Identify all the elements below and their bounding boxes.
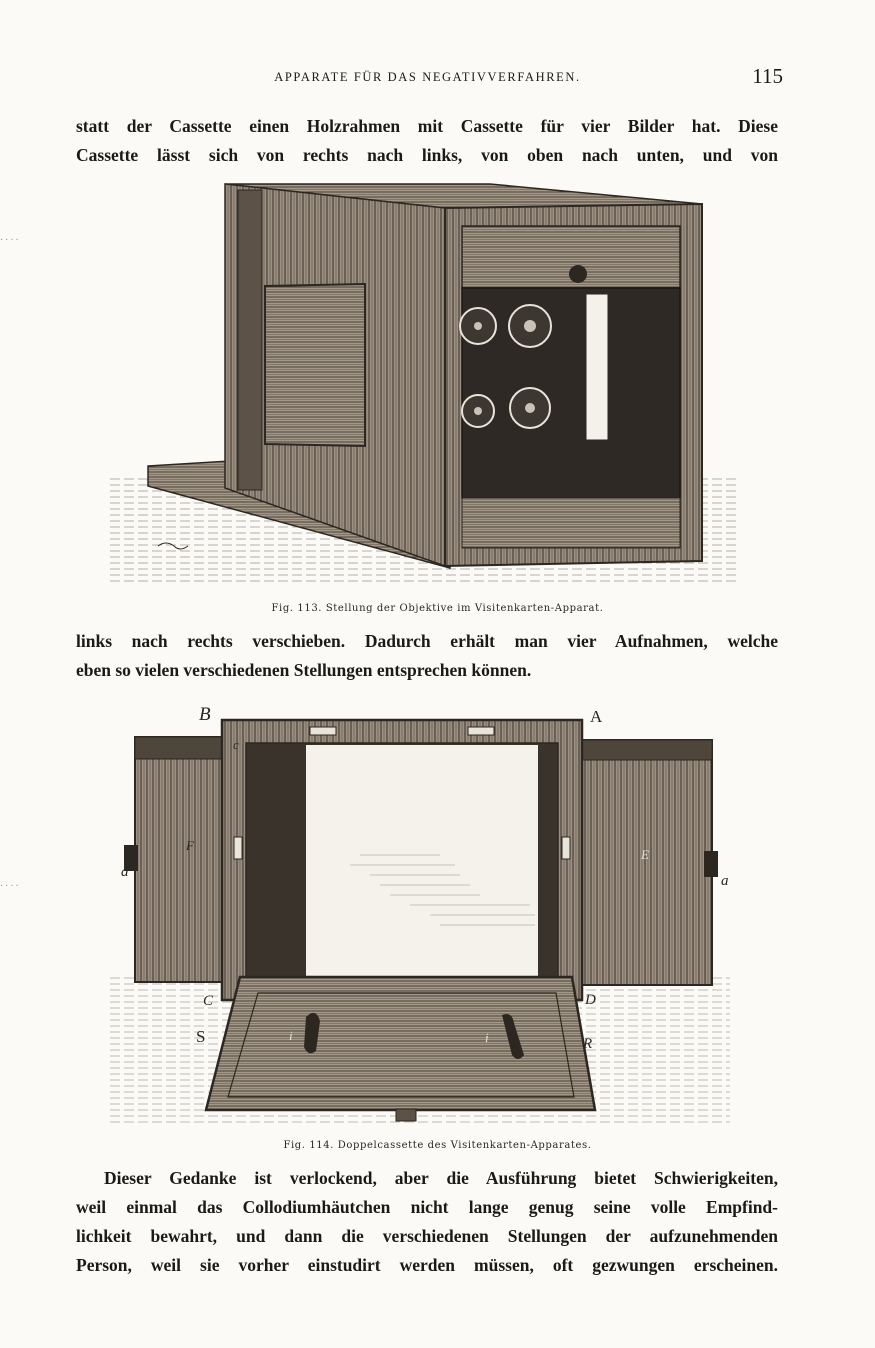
- running-title: APPARATE FÜR DAS NEGATIVVERFAHREN.: [274, 70, 581, 84]
- figure-113-camera-illustration: [110, 176, 740, 596]
- label-d: D: [585, 992, 596, 1008]
- label-a-left: a: [121, 864, 129, 880]
- label-i-right: i: [485, 1030, 489, 1045]
- text-line: links nach rechts verschieben. Dadurch erhält man vier Aufnahmen, welche: [76, 631, 778, 651]
- text-line: weil einmal das Collodiumhäutchen nicht lange genug seine volle Empfind-: [76, 1197, 778, 1217]
- margin-dots: ....: [0, 232, 21, 243]
- label-s: S: [196, 1027, 206, 1046]
- paragraph-1: [76, 112, 778, 170]
- running-head: [76, 64, 783, 90]
- margin-dots: ....: [0, 878, 21, 889]
- text-line: eben so vielen verschiedenen Stellungen entsprechen können.: [76, 660, 532, 680]
- text-line: statt der Cassette einen Holzrahmen mit Cassette für vier Bilder hat. Diese: [76, 116, 778, 136]
- text-line: Cassette lässt sich von rechts nach links, von oben nach unten, und von: [76, 145, 778, 165]
- label-a-upper: A: [590, 707, 603, 726]
- label-i-left: i: [289, 1028, 293, 1043]
- label-c: C: [203, 993, 214, 1009]
- label-c-top: c: [233, 737, 239, 752]
- text-line: Person, weil sie vorher einstudirt werden müssen, oft gezwungen erscheinen.: [76, 1255, 778, 1275]
- label-a-right: a: [721, 873, 729, 889]
- text-line: lichkeit bewahrt, und dann die verschiedenen Stellungen der aufzunehmenden: [76, 1226, 778, 1246]
- label-b: B: [199, 704, 211, 725]
- label-e: E: [641, 847, 649, 862]
- text-line: Dieser Gedanke ist verlockend, aber die Ausführung bietet Schwierigkeiten,: [104, 1168, 778, 1188]
- figure-113-caption: Fig. 113. Stellung der Objektive im Visitenkarten-Apparat.: [271, 603, 604, 614]
- figure-114-cassette-illustration: [110, 705, 730, 1135]
- figure-114-caption: Fig. 114. Doppelcassette des Visitenkarten-Apparates.: [283, 1140, 592, 1151]
- paragraph-2: [76, 627, 778, 685]
- paragraph-3: [76, 1164, 778, 1280]
- label-f: F: [186, 838, 194, 853]
- label-r: R: [583, 1036, 593, 1052]
- page-number: 115: [752, 64, 783, 88]
